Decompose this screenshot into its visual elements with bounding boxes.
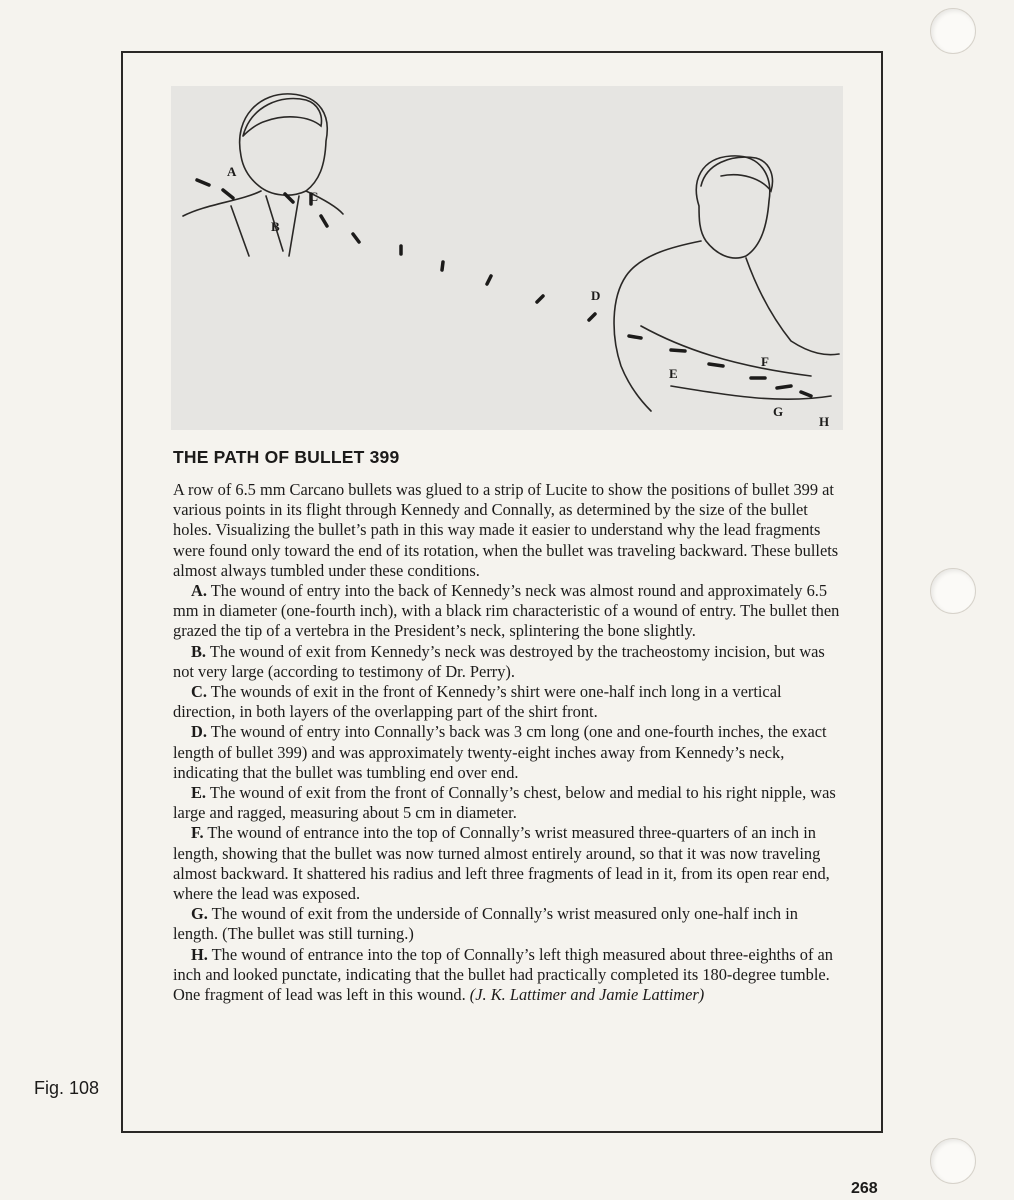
connally-body: [614, 241, 839, 411]
caption-item-b: [173, 642, 845, 682]
item-letter: G.: [191, 904, 208, 924]
caption-item-c: [173, 682, 845, 722]
caption-item-d: [173, 722, 845, 783]
caption-credit: (J. K. Lattimer and Jamie Lattimer): [469, 985, 705, 1005]
item-letter: B.: [191, 641, 207, 661]
item-text: The wound of exit from the underside of Connally’s wrist measured only one-half inch in length. (The bullet was still turning.): [173, 904, 798, 944]
item-letter: A.: [191, 581, 207, 601]
marker-c: C: [309, 189, 319, 204]
item-letter: F.: [191, 823, 204, 843]
marker-f: F: [761, 354, 769, 369]
marker-d: D: [591, 288, 601, 303]
figure-frame: [121, 51, 883, 1133]
caption-item-f: [173, 823, 845, 904]
caption-body: [173, 480, 845, 1005]
item-text: The wound of entry into the back of Kennedy’s neck was almost round and approximately 6.5 mm in diameter (one-fourth inch), with a black rim characteristic of a wound of entry. The bullet then grazed the tip of a vertebra in the President’s neck, splintering the bone slightly.: [173, 581, 840, 641]
caption-item-e: [173, 783, 845, 823]
item-letter: E.: [191, 783, 207, 803]
kennedy-shoulders: [183, 191, 343, 256]
marker-e: E: [669, 366, 678, 381]
binder-hole-bottom: [930, 1138, 976, 1184]
item-text: The wound of entrance into the top of Connally’s left thigh measured about three-eighths of an inch and looked punctate, indicating that the bullet had practically completed its 180-degree tumble. One fragment of lead was left in this wound.: [173, 944, 833, 1005]
item-text: The wound of entrance into the top of Connally’s wrist measured three-quarters of an inch in length, showing that the bullet was now turned almost entirely around, so that it was now traveling almost backward. It shattered his radius and left three fragments of lead in it, from its open rear end, where the lead was exposed.: [173, 823, 830, 904]
kennedy-hair: [243, 99, 321, 137]
item-letter: H.: [191, 944, 208, 964]
marker-g: G: [773, 404, 784, 419]
item-text: The wound of entry into Connally’s back was 3 cm long (one and one-fourth inches, the exact length of bullet 399) and was approximately twenty-eight inches away from Kennedy’s neck, indicating that the bullet was tumbling end over end.: [173, 722, 827, 782]
caption-item-a: [173, 581, 845, 642]
caption-item-g: [173, 904, 845, 944]
connally-head: [696, 156, 769, 258]
item-letter: D.: [191, 722, 207, 742]
binder-hole-middle: [930, 568, 976, 614]
page-number: 268: [851, 1180, 878, 1197]
caption-intro: A row of 6.5 mm Carcano bullets was glued to a strip of Lucite to show the positions of bullet 399 at various points in its flight through Kennedy and Connally, as determined by the size of the bullet holes. Visualizing the bullet’s path in this way made it easier to understand why the lead fragments were found only toward the end of its rotation, when the bullet was traveling backward. These bullets almost always tumbled under these conditions.: [173, 480, 839, 580]
marker-a: A: [227, 164, 237, 179]
marker-b: B: [271, 219, 280, 234]
caption-item-h: [173, 945, 845, 1006]
marker-h: H: [819, 414, 830, 429]
item-text: The wounds of exit in the front of Kennedy’s shirt were one-half inch long in a vertical direction, in both layers of the overlapping part of the shirt front.: [173, 682, 782, 722]
figure-title: THE PATH OF BULLET 399: [173, 447, 400, 467]
kennedy-head: [240, 94, 328, 195]
bullet-path-illustration: [171, 86, 843, 430]
figure-number: Fig. 108: [34, 1078, 100, 1098]
binder-hole-top: [930, 8, 976, 54]
item-letter: C.: [191, 682, 207, 702]
item-text: The wound of exit from the front of Connally’s chest, below and medial to his right nipple, was large and ragged, measuring about 5 cm in diameter.: [173, 783, 836, 823]
item-text: The wound of exit from Kennedy’s neck was destroyed by the tracheostomy incision, but was not very large (according to testimony of Dr. Perry).: [173, 641, 825, 681]
